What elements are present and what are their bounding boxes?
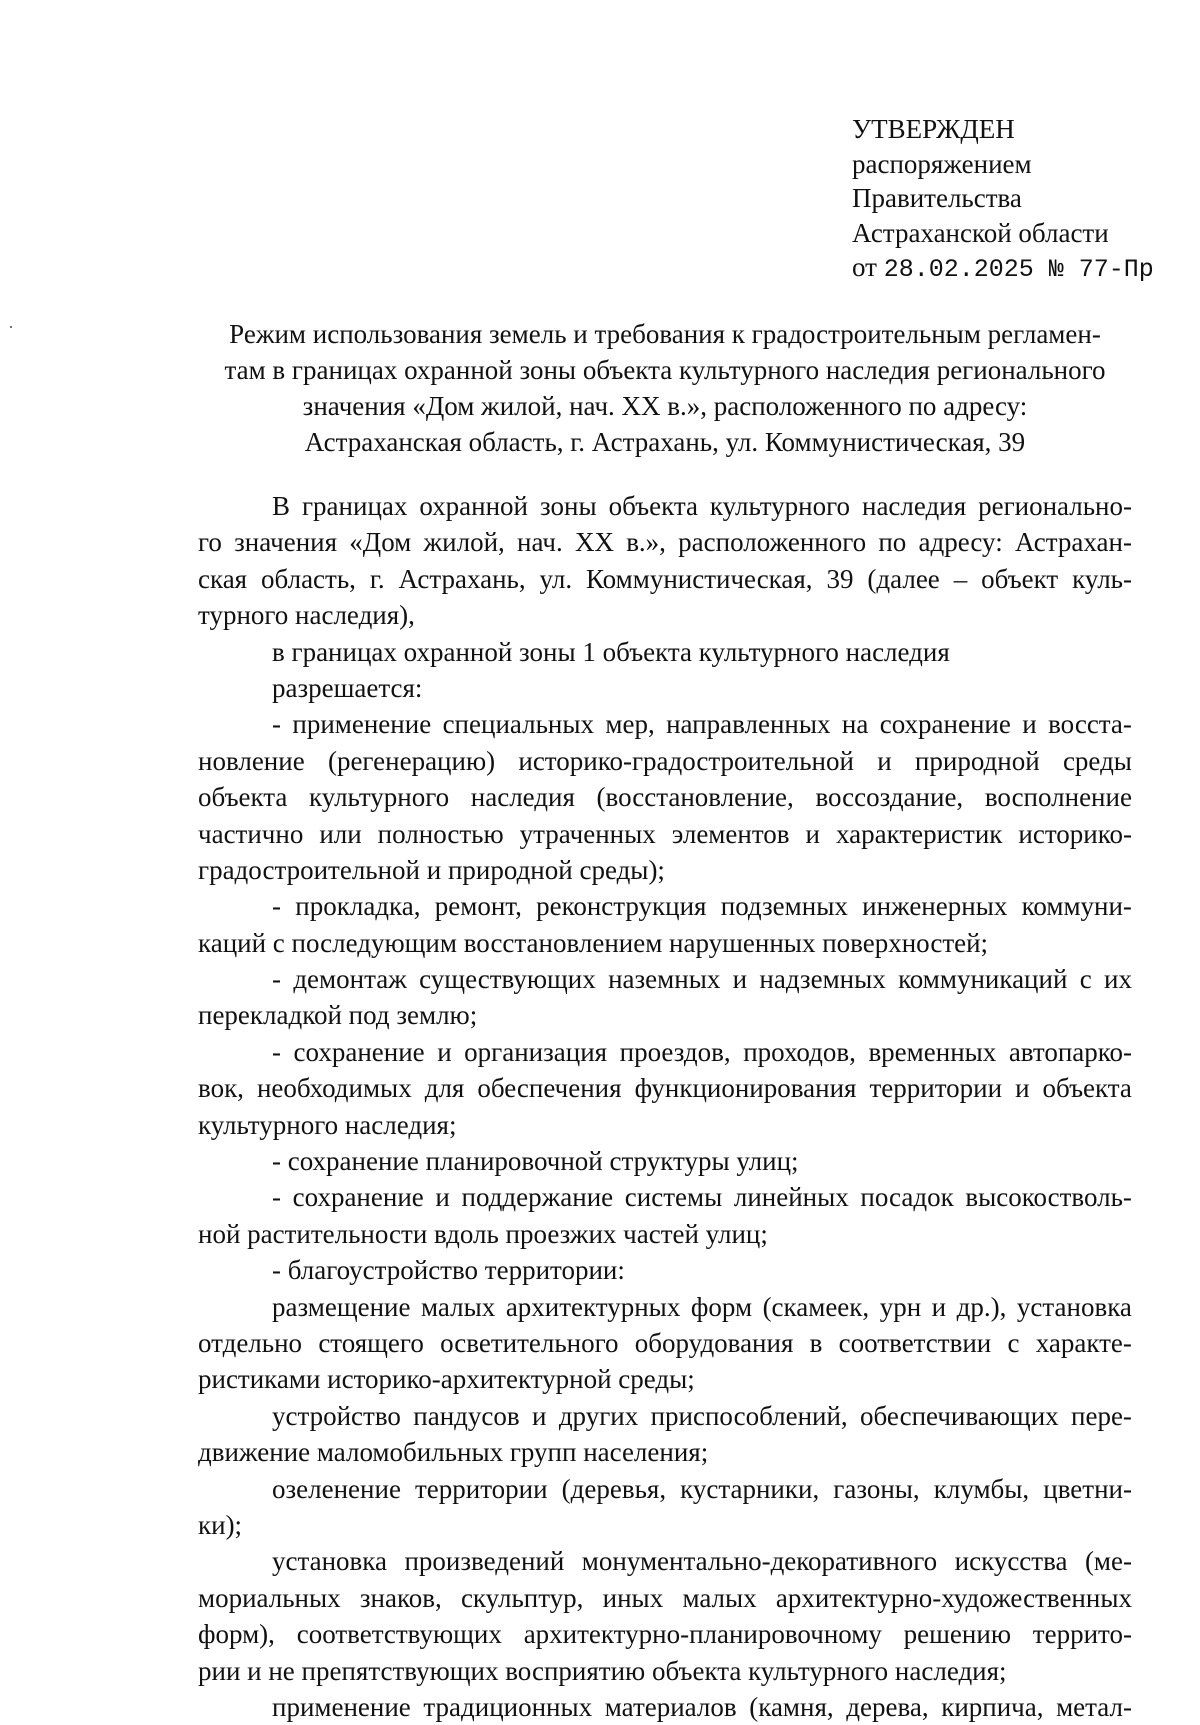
body-line: градостроительной и природной среды); [198, 854, 665, 885]
body-line: частично или полностью утраченных элементов и характеристик историко- [198, 818, 1132, 849]
body-line: - сохранение и поддержание системы линейных посадок высокостволь- [272, 1182, 1132, 1213]
body-line: устройство пандусов и других приспособлений, обеспечивающих пере- [272, 1400, 1132, 1431]
body-line: ристиками историко-архитектурной среды; [198, 1364, 695, 1395]
body-line: объекта культурного наследия (восстановление, воссоздание, восполнение [198, 782, 1132, 813]
body-line: форм), соответствующих архитектурно-планировочному решению террито- [198, 1619, 1132, 1650]
body-line: ки); [198, 1509, 243, 1540]
body-line: в границах охранной зоны 1 объекта культурного наследия [272, 636, 950, 667]
body-line: - применение специальных мер, направленных на сохранение и восста- [272, 709, 1132, 740]
body-line: каций с последующим восстановлением нарушенных поверхностей; [198, 927, 989, 958]
body-line: го значения «Дом жилой, нач. XX в.», расположенного по адресу: Астрахан- [198, 527, 1132, 558]
title-line: Режим использования земель и требования к градостроительным регламен- [229, 319, 1101, 349]
body-line: вок, необходимых для обеспечения функционирования территории и объекта [198, 1073, 1132, 1104]
body-line: перекладкой под землю; [198, 1000, 478, 1031]
body-line: применение традиционных материалов (камня, дерева, кирпича, метал- [272, 1691, 1132, 1722]
body-line: новление (регенерацию) историко-градостроительной и природной среды [198, 745, 1132, 776]
body-line: движение маломобильных групп населения; [198, 1437, 709, 1468]
body-line: размещение малых архитектурных форм (скамеек, урн и др.), установка [272, 1291, 1132, 1322]
body-line: - демонтаж существующих наземных и надземных коммуникаций с их [272, 964, 1132, 995]
approval-line: распоряжением [852, 148, 1032, 179]
body-line: - благоустройство территории: [272, 1255, 625, 1286]
document-body [198, 488, 1132, 1725]
body-line: турного наследия), [198, 600, 415, 631]
body-line: ной растительности вдоль проезжих частей улиц; [198, 1218, 768, 1249]
body-line: - прокладка, ремонт, реконструкция подземных инженерных коммуни- [272, 891, 1132, 922]
body-line: отдельно стоящего осветительного оборудования в соответствии с характе- [198, 1327, 1132, 1358]
body-line: мориальных знаков, скульптур, иных малых архитектурно-художественных [198, 1582, 1132, 1613]
body-line: культурного наследия; [198, 1109, 457, 1140]
body-line: установка произведений монументально-декоративного искусства (ме- [272, 1546, 1132, 1577]
body-line: разрешается: [272, 672, 423, 703]
approval-heading: УТВЕРЖДЕН [852, 114, 1015, 144]
body-line: - сохранение и организация проездов, проходов, временных автопарко- [272, 1036, 1132, 1067]
body-line: ская область, г. Астрахань, ул. Коммунистическая, 39 (далее – объект куль- [198, 563, 1132, 594]
document-title [200, 316, 1130, 460]
body-line: - сохранение планировочной структуры улиц; [272, 1146, 799, 1177]
approval-date-line [852, 250, 1154, 288]
approval-line: Астраханской области [852, 217, 1109, 248]
approval-line: Правительства [852, 183, 1022, 213]
approval-date-stamp: 28.02.2025 № 77-Пр [883, 255, 1154, 284]
approval-date-prefix: от [852, 252, 884, 282]
title-line: значения «Дом жилой, нач. XX в.», расположенного по адресу: [302, 391, 1028, 421]
body-line: рии и не препятствующих восприятию объекта культурного наследия; [198, 1655, 1007, 1686]
approval-block [852, 112, 1154, 288]
title-line: там в границах охранной зоны объекта культурного наследия регионального [224, 355, 1106, 385]
scan-speck [10, 326, 12, 328]
title-line: Астраханская область, г. Астрахань, ул. Коммунистическая, 39 [304, 427, 1026, 457]
body-line: В границах охранной зоны объекта культурного наследия регионально- [272, 491, 1132, 521]
body-line: озеленение территории (деревья, кустарники, газоны, клумбы, цветни- [272, 1473, 1132, 1504]
